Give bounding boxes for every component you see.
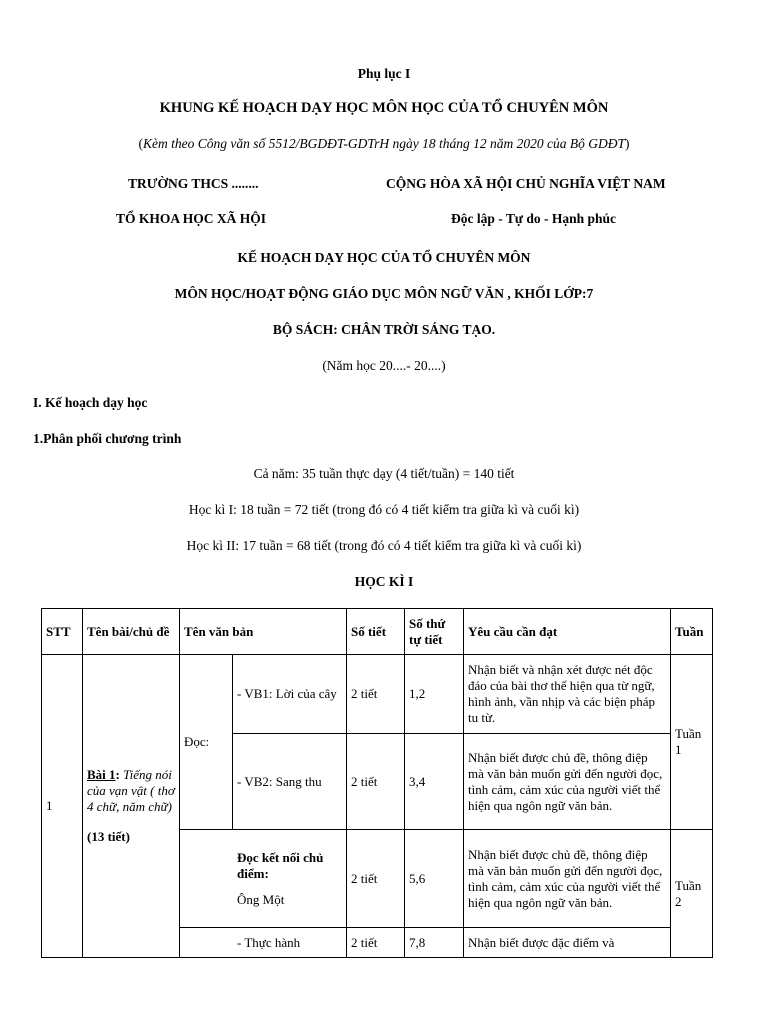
period-count: 2 tiết (347, 734, 405, 830)
book-series: BỘ SÁCH: CHÂN TRỜI SÁNG TẠO. (272, 322, 496, 337)
header-requirement: Yêu cầu cần đạt (464, 609, 671, 655)
document-title: KHUNG KẾ HOẠCH DẠY HỌC MÔN HỌC CỦA TỔ CHUYÊN MÔN (159, 100, 609, 116)
table-row (42, 655, 713, 734)
semester1-summary: Học kì I: 18 tuần = 72 tiết (trong đó có 4 tiết kiểm tra giữa kì và cuối kì) (188, 502, 580, 517)
school-year: (Năm học 20....- 20....) (322, 358, 446, 373)
text-name: - Thực hành (180, 928, 347, 958)
period-order: 3,4 (405, 734, 464, 830)
header-text: Tên văn bản (180, 609, 347, 655)
reference-note: (Kèm theo Công văn số 5512/BGDĐT-GDTrH ngày 18 tháng 12 năm 2020 của Bộ GDĐT) (138, 136, 630, 151)
period-order: 1,2 (405, 655, 464, 734)
week-2: Tuần 2 (671, 830, 713, 958)
plan-title: KẾ HOẠCH DẠY HỌC CỦA TỔ CHUYÊN MÔN (237, 250, 531, 265)
week-1: Tuần 1 (671, 655, 713, 830)
lesson-name: Tiếng nói của vạn vật ( thơ 4 chữ, năm chữ) (87, 767, 175, 814)
text-name: - VB1: Lời của cây (233, 655, 347, 734)
lesson-periods: (13 tiết) (87, 829, 130, 844)
requirement-text: Nhận biết được chủ đề, thông điệp mà văn bản muốn gửi đến người đọc, tình cảm, cảm xúc của người viết thể hiện qua ngôn ngữ văn bản. (464, 830, 671, 928)
department-name: TỔ KHOA HỌC XÃ HỘI (116, 211, 267, 226)
period-count: 2 tiết (347, 655, 405, 734)
section-heading: I. Kế hoạch dạy học (33, 395, 148, 410)
text-name: - VB2: Sang thu (233, 734, 347, 830)
lesson-cell: Bài 1: Tiếng nói của vạn vật ( thơ 4 chữ, năm chữ) (13 tiết) (83, 655, 180, 958)
school-name: TRƯỜNG THCS ........ (128, 176, 259, 191)
period-count: 2 tiết (347, 928, 405, 958)
national-motto: Độc lập - Tự do - Hạnh phúc (451, 211, 617, 226)
header-periods: Số tiết (347, 609, 405, 655)
row-stt: 1 (42, 655, 83, 958)
period-order: 7,8 (405, 928, 464, 958)
year-summary: Cả năm: 35 tuần thực dạy (4 tiết/tuần) = 140 tiết (253, 466, 515, 481)
teaching-plan-table (41, 608, 713, 958)
text-name (180, 830, 347, 928)
period-count: 2 tiết (347, 830, 405, 928)
connection-reading-text: Ông Một (237, 891, 285, 907)
requirement-text: Nhận biết được đặc điểm và (464, 928, 671, 958)
header-week: Tuần (671, 609, 713, 655)
reading-label: Đọc: (180, 655, 233, 830)
lesson-label: Bài 1 (87, 767, 116, 782)
header-order: Số thứ tự tiết (405, 609, 464, 655)
period-order: 5,6 (405, 830, 464, 928)
subject-line: MÔN HỌC/HOẠT ĐỘNG GIÁO DỤC MÔN NGỮ VĂN , KHỐI LỚP:7 (174, 286, 594, 301)
requirement-text: Nhận biết được chủ đề, thông điệp mà văn bản muốn gửi đến người đọc, tình cảm, cảm xúc của người viết thể hiện qua ngôn ngữ văn bản. (464, 734, 671, 830)
republic-name: CỘNG HÒA XÃ HỘI CHỦ NGHĨA VIỆT NAM (386, 176, 666, 191)
appendix-label: Phụ lục I (357, 66, 411, 81)
subsection-heading: 1.Phân phối chương trình (33, 431, 182, 446)
reference-note-text: Kèm theo Công văn số 5512/BGDĐT-GDTrH ngày 18 tháng 12 năm 2020 của Bộ GDĐT (143, 136, 625, 151)
semester-heading: HỌC KÌ I (354, 574, 414, 589)
semester2-summary: Học kì II: 17 tuần = 68 tiết (trong đó có 4 tiết kiểm tra giữa kì và cuối kì) (186, 538, 582, 553)
requirement-text: Nhận biết và nhận xét được nét độc đáo của bài thơ thể hiện qua từ ngữ, hình ảnh, vần nhịp và các biện pháp tu từ. (464, 655, 671, 734)
connection-reading-title: Đọc kết nối chủ điểm: (237, 849, 324, 881)
header-lesson: Tên bài/chủ đề (83, 609, 180, 655)
header-stt: STT (42, 609, 83, 655)
table-header-row (42, 609, 713, 655)
